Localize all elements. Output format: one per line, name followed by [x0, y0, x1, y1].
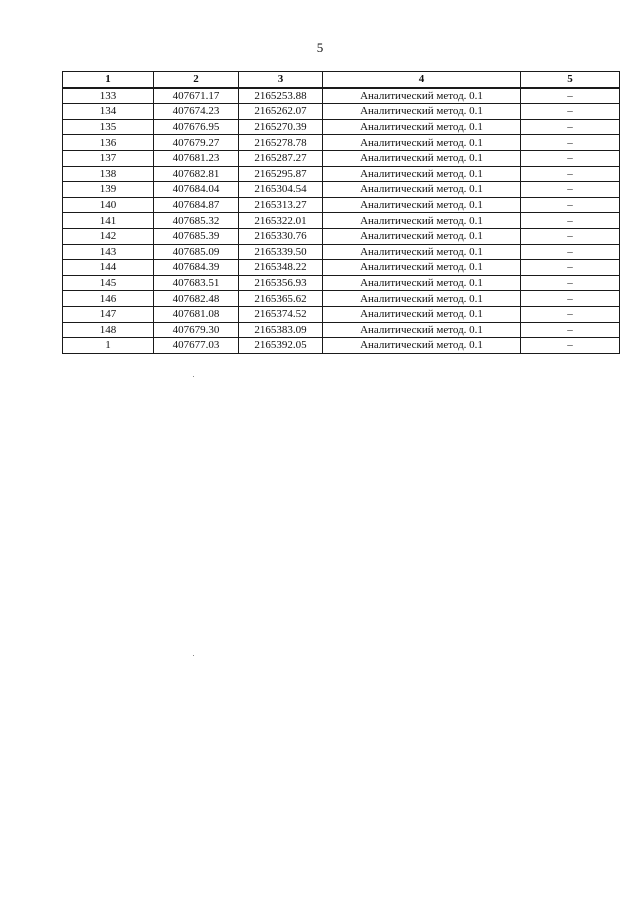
point-number-cell: 142 — [63, 228, 154, 244]
point-number-cell: 133 — [63, 88, 154, 104]
y-coordinate-cell: 2165313.27 — [239, 197, 323, 213]
point-number-cell: 134 — [63, 104, 154, 120]
header-cell-5: 5 — [521, 72, 620, 88]
note-cell: – — [521, 166, 620, 182]
note-cell: – — [521, 306, 620, 322]
x-coordinate-cell: 407684.87 — [154, 197, 239, 213]
method-cell: Аналитический метод. 0.1 — [323, 291, 521, 307]
table-row — [63, 104, 620, 120]
method-cell: Аналитический метод. 0.1 — [323, 306, 521, 322]
point-number-cell: 145 — [63, 275, 154, 291]
x-coordinate-cell: 407685.32 — [154, 213, 239, 229]
coordinates-table — [62, 71, 620, 354]
point-number-cell: 136 — [63, 135, 154, 151]
table-row — [63, 228, 620, 244]
y-coordinate-cell: 2165278.78 — [239, 135, 323, 151]
x-coordinate-cell: 407679.30 — [154, 322, 239, 338]
y-coordinate-cell: 2165304.54 — [239, 182, 323, 198]
x-coordinate-cell: 407679.27 — [154, 135, 239, 151]
point-number-cell: 140 — [63, 197, 154, 213]
point-number-cell: 144 — [63, 260, 154, 276]
header-cell-3: 3 — [239, 72, 323, 88]
y-coordinate-cell: 2165356.93 — [239, 275, 323, 291]
note-cell: – — [521, 213, 620, 229]
scan-speck — [193, 376, 194, 377]
method-cell: Аналитический метод. 0.1 — [323, 275, 521, 291]
method-cell: Аналитический метод. 0.1 — [323, 244, 521, 260]
method-cell: Аналитический метод. 0.1 — [323, 135, 521, 151]
note-cell: – — [521, 322, 620, 338]
table-row — [63, 182, 620, 198]
method-cell: Аналитический метод. 0.1 — [323, 260, 521, 276]
table-row — [63, 166, 620, 182]
table-row — [63, 275, 620, 291]
method-cell: Аналитический метод. 0.1 — [323, 213, 521, 229]
method-cell: Аналитический метод. 0.1 — [323, 322, 521, 338]
table-row — [63, 135, 620, 151]
x-coordinate-cell: 407677.03 — [154, 338, 239, 354]
x-coordinate-cell: 407684.04 — [154, 182, 239, 198]
y-coordinate-cell: 2165287.27 — [239, 150, 323, 166]
method-cell: Аналитический метод. 0.1 — [323, 150, 521, 166]
table-row — [63, 244, 620, 260]
point-number-cell: 146 — [63, 291, 154, 307]
y-coordinate-cell: 2165348.22 — [239, 260, 323, 276]
point-number-cell: 138 — [63, 166, 154, 182]
table-row — [63, 213, 620, 229]
header-cell-2: 2 — [154, 72, 239, 88]
y-coordinate-cell: 2165295.87 — [239, 166, 323, 182]
header-row — [63, 72, 620, 88]
y-coordinate-cell: 2165270.39 — [239, 119, 323, 135]
point-number-cell: 143 — [63, 244, 154, 260]
y-coordinate-cell: 2165330.76 — [239, 228, 323, 244]
x-coordinate-cell: 407674.23 — [154, 104, 239, 120]
note-cell: – — [521, 275, 620, 291]
header-cell-4: 4 — [323, 72, 521, 88]
x-coordinate-cell: 407681.23 — [154, 150, 239, 166]
method-cell: Аналитический метод. 0.1 — [323, 228, 521, 244]
y-coordinate-cell: 2165365.62 — [239, 291, 323, 307]
point-number-cell: 147 — [63, 306, 154, 322]
method-cell: Аналитический метод. 0.1 — [323, 88, 521, 104]
x-coordinate-cell: 407685.39 — [154, 228, 239, 244]
y-coordinate-cell: 2165374.52 — [239, 306, 323, 322]
table-row — [63, 119, 620, 135]
table-header — [63, 72, 620, 88]
point-number-cell: 135 — [63, 119, 154, 135]
table-row — [63, 322, 620, 338]
table-row — [63, 291, 620, 307]
method-cell: Аналитический метод. 0.1 — [323, 338, 521, 354]
x-coordinate-cell: 407682.81 — [154, 166, 239, 182]
y-coordinate-cell: 2165383.09 — [239, 322, 323, 338]
table-row — [63, 88, 620, 104]
method-cell: Аналитический метод. 0.1 — [323, 104, 521, 120]
scan-speck — [193, 655, 194, 656]
point-number-cell: 139 — [63, 182, 154, 198]
x-coordinate-cell: 407676.95 — [154, 119, 239, 135]
note-cell: – — [521, 291, 620, 307]
note-cell: – — [521, 88, 620, 104]
note-cell: – — [521, 260, 620, 276]
x-coordinate-cell: 407684.39 — [154, 260, 239, 276]
note-cell: – — [521, 104, 620, 120]
note-cell: – — [521, 197, 620, 213]
point-number-cell: 141 — [63, 213, 154, 229]
method-cell: Аналитический метод. 0.1 — [323, 119, 521, 135]
header-cell-1: 1 — [63, 72, 154, 88]
method-cell: Аналитический метод. 0.1 — [323, 197, 521, 213]
table-row — [63, 260, 620, 276]
table-body — [63, 88, 620, 354]
x-coordinate-cell: 407685.09 — [154, 244, 239, 260]
note-cell: – — [521, 150, 620, 166]
method-cell: Аналитический метод. 0.1 — [323, 166, 521, 182]
x-coordinate-cell: 407682.48 — [154, 291, 239, 307]
table-row — [63, 150, 620, 166]
note-cell: – — [521, 228, 620, 244]
x-coordinate-cell: 407671.17 — [154, 88, 239, 104]
x-coordinate-cell: 407681.08 — [154, 306, 239, 322]
point-number-cell: 137 — [63, 150, 154, 166]
y-coordinate-cell: 2165392.05 — [239, 338, 323, 354]
y-coordinate-cell: 2165253.88 — [239, 88, 323, 104]
note-cell: – — [521, 119, 620, 135]
note-cell: – — [521, 338, 620, 354]
page-number: 5 — [316, 40, 324, 55]
note-cell: – — [521, 244, 620, 260]
x-coordinate-cell: 407683.51 — [154, 275, 239, 291]
y-coordinate-cell: 2165339.50 — [239, 244, 323, 260]
table-row — [63, 197, 620, 213]
method-cell: Аналитический метод. 0.1 — [323, 182, 521, 198]
table-row — [63, 338, 620, 354]
y-coordinate-cell: 2165322.01 — [239, 213, 323, 229]
point-number-cell: 148 — [63, 322, 154, 338]
y-coordinate-cell: 2165262.07 — [239, 104, 323, 120]
note-cell: – — [521, 182, 620, 198]
table-row — [63, 306, 620, 322]
point-number-cell: 1 — [63, 338, 154, 354]
note-cell: – — [521, 135, 620, 151]
